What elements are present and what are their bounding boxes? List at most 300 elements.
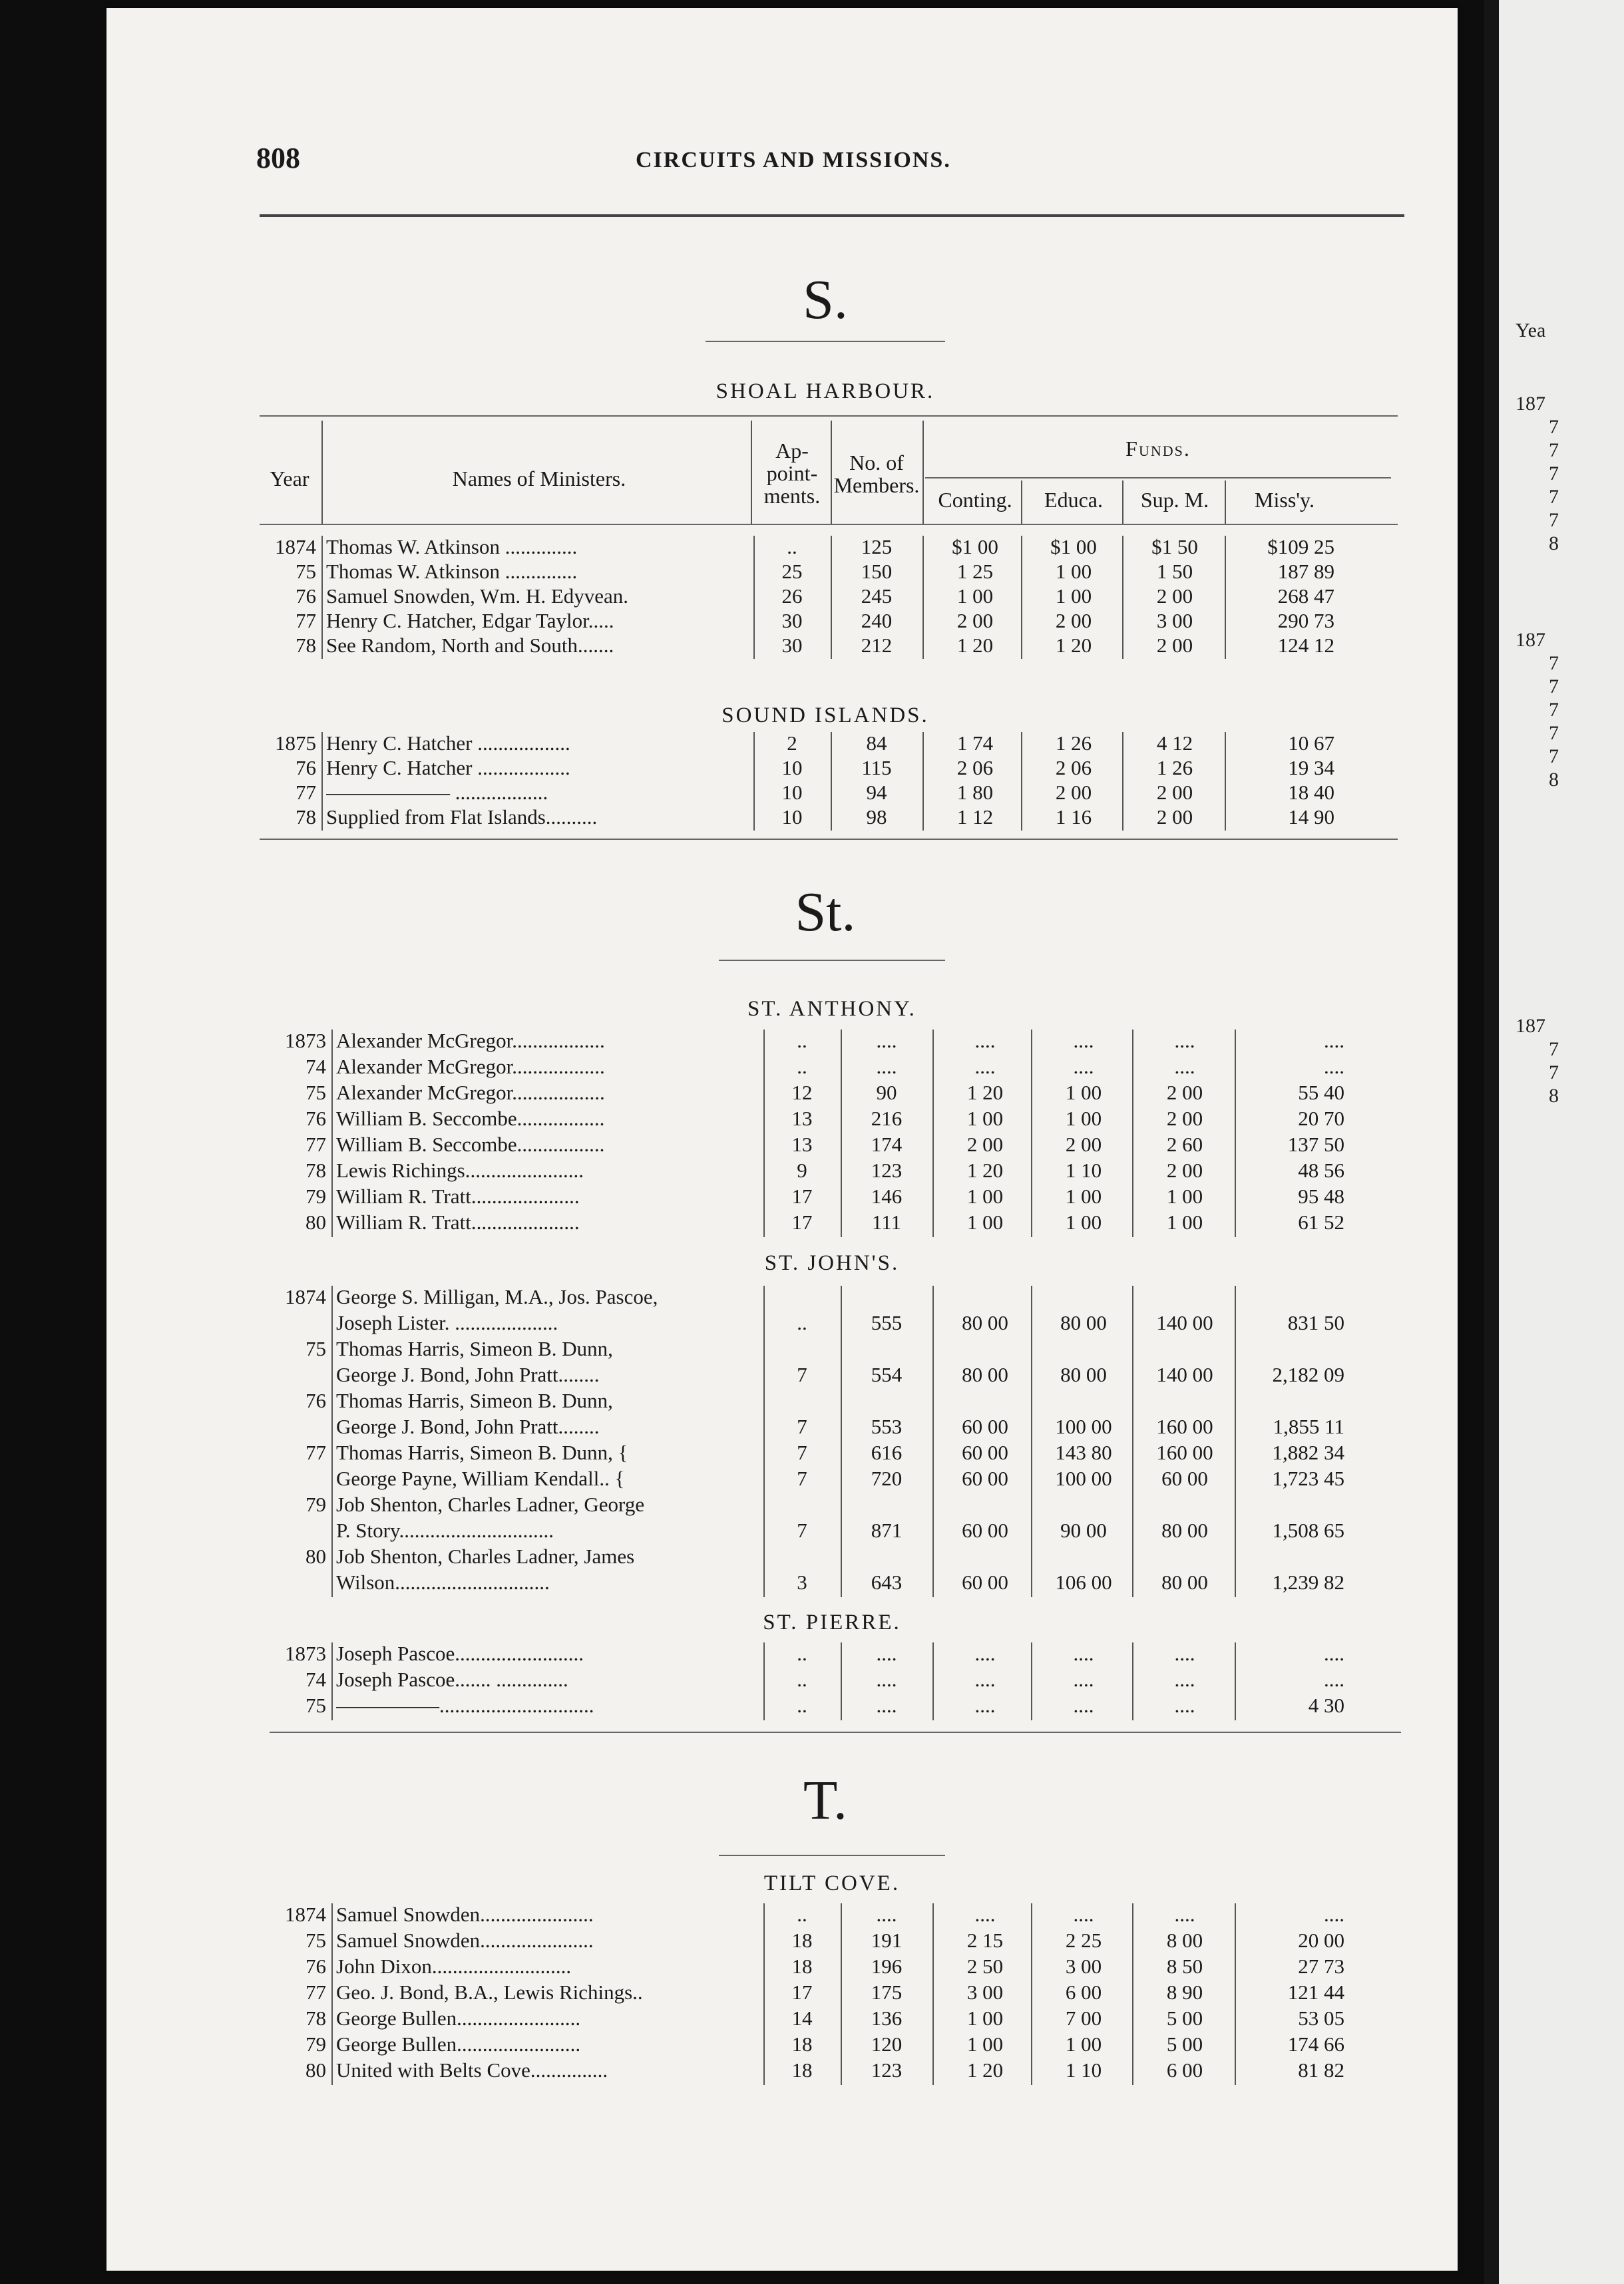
cell-members: 175 xyxy=(871,1981,903,2004)
column-divider xyxy=(932,1903,934,2085)
cell-missionary: 1,239 82 xyxy=(1272,1571,1344,1594)
cell-minister-names: Lewis Richings....................... xyxy=(336,1159,584,1182)
section-end-rule xyxy=(270,1732,1401,1733)
cell-appointments: 7 xyxy=(797,1415,807,1438)
cell-appointments: .. xyxy=(797,1668,807,1691)
table-row xyxy=(260,634,1391,657)
cell-contingent: 1 25 xyxy=(956,560,994,583)
adjacent-page-fragment: 7 xyxy=(1549,1061,1559,1083)
adjacent-page-fragment: 7 xyxy=(1549,722,1559,744)
cell-minister-names: Wilson.............................. xyxy=(336,1571,550,1594)
cell-education: 2 06 xyxy=(1055,756,1092,779)
cell-appointments: 18 xyxy=(791,1929,813,1952)
cell-education: 3 00 xyxy=(1065,1955,1102,1978)
cell-minister-names: Alexander McGregor.................. xyxy=(336,1081,605,1104)
cell-superannuation: 2 00 xyxy=(1156,781,1193,804)
cell-minister-names: Geo. J. Bond, B.A., Lewis Richings.. xyxy=(336,1981,643,2004)
adjacent-page-fragment: 7 xyxy=(1549,439,1559,461)
column-divider xyxy=(1132,1286,1133,1597)
cell-minister-names: Alexander McGregor.................. xyxy=(336,1055,605,1078)
cell-appointments: .. xyxy=(797,1694,807,1717)
cell-superannuation: 160 00 xyxy=(1156,1441,1213,1464)
cell-contingent: 60 00 xyxy=(962,1441,1008,1464)
cell-year: 1875 xyxy=(275,731,316,755)
cell-appointments: 13 xyxy=(791,1133,813,1156)
header-bottom-rule xyxy=(260,524,1398,525)
cell-superannuation: 5 00 xyxy=(1166,2006,1203,2030)
table-row xyxy=(260,536,1391,558)
table-row xyxy=(270,1545,1401,1568)
circuit-title-sound-islands: SOUND ISLANDS. xyxy=(721,703,929,727)
cell-contingent: 2 00 xyxy=(956,609,994,632)
cell-minister-names: George J. Bond, John Pratt........ xyxy=(336,1416,600,1438)
cell-education: .... xyxy=(1073,1055,1094,1078)
column-divider xyxy=(1122,732,1123,831)
cell-year: 77 xyxy=(305,1441,326,1464)
circuit-title-tilt-cove: TILT COVE. xyxy=(763,1871,901,1895)
adjacent-page-fragment: 8 xyxy=(1549,532,1559,554)
cell-superannuation: 140 00 xyxy=(1156,1311,1213,1334)
cell-contingent: .... xyxy=(974,1055,996,1078)
adjacent-page-fragment: 7 xyxy=(1549,486,1559,508)
cell-superannuation: 4 12 xyxy=(1156,731,1193,755)
cell-missionary: 290 73 xyxy=(1277,609,1334,632)
cell-appointments: 10 xyxy=(781,756,803,779)
section-end-rule xyxy=(260,839,1398,840)
cell-minister-names: Samuel Snowden, Wm. H. Edyvean. xyxy=(326,585,629,608)
cell-year: 76 xyxy=(305,1955,326,1978)
cell-appointments: .. xyxy=(797,1903,807,1926)
col-contingent-header: Conting. xyxy=(938,488,1012,512)
cell-minister-names: Job Shenton, Charles Ladner, George xyxy=(336,1493,645,1516)
cell-education: 1 10 xyxy=(1065,2058,1102,2082)
cell-members: 216 xyxy=(871,1107,903,1130)
cell-education: 1 00 xyxy=(1065,1107,1102,1130)
cell-contingent: .... xyxy=(974,1694,996,1717)
table-row xyxy=(260,585,1391,608)
cell-appointments: 10 xyxy=(781,781,803,804)
table-row xyxy=(270,1493,1401,1516)
column-divider xyxy=(1132,1903,1133,2085)
cell-year: 1873 xyxy=(285,1029,326,1052)
cell-year: 74 xyxy=(305,1055,326,1078)
cell-minister-names: John Dixon........................... xyxy=(336,1955,572,1978)
cell-minister-names: William B. Seccombe................. xyxy=(336,1107,605,1130)
cell-minister-names: Joseph Lister. .................... xyxy=(336,1312,558,1334)
cell-missionary: .... xyxy=(1324,1642,1344,1665)
col-superannuation-header: Sup. M. xyxy=(1140,488,1209,512)
table-row xyxy=(270,2033,1401,2056)
cell-appointments: 30 xyxy=(781,609,803,632)
adjacent-page-fragment: 8 xyxy=(1549,1085,1559,1107)
cell-members: .... xyxy=(876,1668,897,1691)
column-divider xyxy=(1021,536,1022,659)
adjacent-page-fragment: 7 xyxy=(1549,652,1559,674)
table-row xyxy=(270,1364,1401,1386)
cell-missionary: 187 89 xyxy=(1277,560,1334,583)
cell-minister-names: Thomas Harris, Simeon B. Dunn, { xyxy=(336,1441,628,1464)
cell-missionary: 137 50 xyxy=(1287,1133,1344,1156)
table-row xyxy=(260,560,1391,583)
table-row xyxy=(270,1642,1401,1665)
table-row xyxy=(270,1981,1401,2004)
cell-education: 1 20 xyxy=(1055,634,1092,657)
cell-minister-names: Joseph Pascoe......................... xyxy=(336,1642,584,1665)
adjacent-page-fragment: 7 xyxy=(1549,463,1559,484)
cell-year: 1874 xyxy=(285,1285,326,1308)
cell-superannuation: 8 50 xyxy=(1166,1955,1203,1978)
section-letter-s: S. xyxy=(803,269,848,331)
cell-education: .... xyxy=(1073,1694,1094,1717)
column-divider xyxy=(1021,732,1022,831)
cell-members: 212 xyxy=(861,634,893,657)
table-row xyxy=(270,1668,1401,1691)
cell-education: 1 10 xyxy=(1065,1159,1102,1182)
cell-education: 1 00 xyxy=(1065,1081,1102,1104)
cell-members: 84 xyxy=(866,731,887,755)
cell-superannuation: .... xyxy=(1174,1903,1195,1926)
adjacent-page-fragment: 187 xyxy=(1516,1015,1545,1037)
cell-appointments: 14 xyxy=(791,2006,813,2030)
cell-contingent: 1 00 xyxy=(966,2006,1004,2030)
cell-superannuation: 5 00 xyxy=(1166,2032,1203,2056)
cell-year: 78 xyxy=(296,805,316,829)
table-row xyxy=(260,610,1391,632)
cell-contingent: .... xyxy=(974,1029,996,1052)
cell-contingent: $1 00 xyxy=(952,535,998,558)
col-names-header: Names of Ministers. xyxy=(452,467,626,490)
cell-superannuation: 8 00 xyxy=(1166,1929,1203,1952)
cell-year: 76 xyxy=(296,584,316,608)
table-row xyxy=(270,1519,1401,1542)
column-divider xyxy=(841,1286,842,1597)
cell-superannuation: 2 00 xyxy=(1166,1081,1203,1104)
cell-education: 2 00 xyxy=(1055,609,1092,632)
page xyxy=(106,8,1458,2271)
cell-minister-names: Samuel Snowden...................... xyxy=(336,1903,594,1926)
column-divider xyxy=(763,1642,765,1720)
cell-members: 98 xyxy=(866,805,887,829)
adjacent-page-fragment: 7 xyxy=(1549,675,1559,697)
cell-appointments: 12 xyxy=(791,1081,813,1104)
table-row xyxy=(270,1441,1401,1464)
cell-missionary: .... xyxy=(1324,1903,1344,1926)
adjacent-page-fragment: 7 xyxy=(1549,699,1559,721)
cell-year: 1873 xyxy=(285,1642,326,1665)
cell-members: 90 xyxy=(876,1081,897,1104)
cell-superannuation: 6 00 xyxy=(1166,2058,1203,2082)
cell-education: 2 00 xyxy=(1065,1133,1102,1156)
cell-education: 80 00 xyxy=(1060,1363,1107,1386)
cell-minister-names: See Random, North and South....... xyxy=(326,634,614,657)
column-divider xyxy=(1031,1286,1032,1597)
cell-year: 76 xyxy=(305,1389,326,1412)
cell-contingent: 60 00 xyxy=(962,1519,1008,1542)
cell-members: 120 xyxy=(871,2032,903,2056)
col-funds-header: Funds. xyxy=(1125,437,1191,461)
cell-appointments: 7 xyxy=(797,1363,807,1386)
cell-contingent: 1 00 xyxy=(966,2032,1004,2056)
column-divider xyxy=(331,1642,333,1720)
column-divider xyxy=(831,536,832,659)
cell-members: 554 xyxy=(871,1363,903,1386)
cell-contingent: 1 80 xyxy=(956,781,994,804)
table-row xyxy=(270,1903,1401,1926)
circuit-title-st-pierre: ST. PIERRE. xyxy=(763,1611,901,1634)
cell-year: 80 xyxy=(305,2058,326,2082)
column-divider xyxy=(1132,1030,1133,1237)
cell-year: 75 xyxy=(296,560,316,583)
cell-members: .... xyxy=(876,1694,897,1717)
cell-members: .... xyxy=(876,1903,897,1926)
cell-superannuation: .... xyxy=(1174,1642,1195,1665)
table-row xyxy=(270,1185,1401,1208)
circuit-title-shoal-harbour: SHOAL HARBOUR. xyxy=(715,379,935,403)
cell-missionary: .... xyxy=(1324,1668,1344,1691)
cell-minister-names: George Bullen........................ xyxy=(336,2007,581,2030)
cell-missionary: 1,723 45 xyxy=(1272,1467,1344,1490)
cell-members: 123 xyxy=(871,2058,903,2082)
cell-members: .... xyxy=(876,1642,897,1665)
adjacent-page-fragment: 7 xyxy=(1549,745,1559,767)
cell-members: 123 xyxy=(871,1159,903,1182)
cell-superannuation: 1 00 xyxy=(1166,1211,1203,1234)
circuit-title-st-johns: ST. JOHN'S. xyxy=(764,1251,900,1275)
cell-superannuation: .... xyxy=(1174,1055,1195,1078)
cell-missionary: 1,508 65 xyxy=(1272,1519,1344,1542)
cell-minister-names: Henry C. Hatcher, Edgar Taylor..... xyxy=(326,610,614,632)
column-divider xyxy=(1031,1030,1032,1237)
funds-rule xyxy=(925,477,1391,478)
cell-year: 1874 xyxy=(275,535,316,558)
cell-members: 553 xyxy=(871,1415,903,1438)
cell-superannuation: 2 00 xyxy=(1156,805,1193,829)
cell-minister-names: Thomas W. Atkinson .............. xyxy=(326,560,578,583)
cell-education: 6 00 xyxy=(1065,1981,1102,2004)
header-divider xyxy=(1122,480,1123,524)
cell-minister-names: Thomas Harris, Simeon B. Dunn, xyxy=(336,1390,613,1412)
column-divider xyxy=(922,732,924,831)
cell-superannuation: 80 00 xyxy=(1161,1519,1208,1542)
cell-contingent: 60 00 xyxy=(962,1415,1008,1438)
page-number: 808 xyxy=(256,142,300,174)
cell-missionary: 831 50 xyxy=(1287,1311,1344,1334)
cell-contingent: 1 20 xyxy=(956,634,994,657)
cell-members: 616 xyxy=(871,1441,903,1464)
cell-minister-names: George Payne, William Kendall.. { xyxy=(336,1467,625,1490)
table-row xyxy=(260,757,1391,779)
col-members-header: No. of Members. xyxy=(833,451,920,497)
cell-year: 76 xyxy=(296,756,316,779)
cell-year: 79 xyxy=(305,1185,326,1208)
cell-education: 1 00 xyxy=(1065,1211,1102,1234)
cell-minister-names: Joseph Pascoe....... .............. xyxy=(336,1668,568,1691)
cell-year: 77 xyxy=(305,1981,326,2004)
cell-minister-names: Job Shenton, Charles Ladner, James xyxy=(336,1545,635,1568)
cell-appointments: 30 xyxy=(781,634,803,657)
cell-education: 143 80 xyxy=(1055,1441,1112,1464)
cell-minister-names: Samuel Snowden...................... xyxy=(336,1929,594,1952)
cell-superannuation: 1 26 xyxy=(1156,756,1193,779)
table-row xyxy=(270,1133,1401,1156)
cell-missionary: 2,182 09 xyxy=(1272,1363,1344,1386)
cell-contingent: .... xyxy=(974,1903,996,1926)
cell-contingent: 1 00 xyxy=(966,1211,1004,1234)
column-divider xyxy=(841,1642,842,1720)
cell-appointments: 7 xyxy=(797,1519,807,1542)
column-divider xyxy=(1225,536,1226,659)
column-divider xyxy=(841,1030,842,1237)
cell-minister-names: George S. Milligan, M.A., Jos. Pascoe, xyxy=(336,1286,658,1308)
cell-appointments: 18 xyxy=(791,2058,813,2082)
running-title: CIRCUITS AND MISSIONS. xyxy=(636,148,951,172)
table-row xyxy=(270,1312,1401,1334)
cell-minister-names: —————— .................. xyxy=(326,781,548,804)
cell-members: 555 xyxy=(871,1311,903,1334)
cell-year: 79 xyxy=(305,2032,326,2056)
cell-contingent: 1 00 xyxy=(956,584,994,608)
cell-education: 106 00 xyxy=(1055,1571,1112,1594)
cell-contingent: 2 15 xyxy=(966,1929,1004,1952)
table-row xyxy=(270,1416,1401,1438)
cell-appointments: .. xyxy=(787,535,797,558)
cell-superannuation: 1 50 xyxy=(1156,560,1193,583)
cell-education: 1 00 xyxy=(1065,1185,1102,1208)
cell-education: 100 00 xyxy=(1055,1415,1112,1438)
cell-missionary: .... xyxy=(1324,1055,1344,1078)
cell-education: 1 00 xyxy=(1055,584,1092,608)
cell-contingent: 80 00 xyxy=(962,1311,1008,1334)
cell-education: .... xyxy=(1073,1642,1094,1665)
column-divider xyxy=(841,1903,842,2085)
cell-contingent: .... xyxy=(974,1668,996,1691)
cell-education: $1 00 xyxy=(1050,535,1097,558)
cell-missionary: 1,882 34 xyxy=(1272,1441,1344,1464)
cell-superannuation: 160 00 xyxy=(1156,1415,1213,1438)
circuit-title-st-anthony: ST. ANTHONY. xyxy=(747,997,916,1021)
cell-contingent: 1 12 xyxy=(956,805,994,829)
cell-missionary: 20 00 xyxy=(1298,1929,1344,1952)
section-rule xyxy=(706,341,945,342)
cell-missionary: 174 66 xyxy=(1287,2032,1344,2056)
cell-minister-names: Alexander McGregor.................. xyxy=(336,1030,605,1052)
column-divider xyxy=(1235,1642,1236,1720)
table-row xyxy=(270,1211,1401,1234)
column-divider xyxy=(331,1286,333,1597)
cell-superannuation: 140 00 xyxy=(1156,1363,1213,1386)
cell-missionary: 121 44 xyxy=(1287,1981,1344,2004)
cell-education: 100 00 xyxy=(1055,1467,1112,1490)
cell-year: 75 xyxy=(305,1929,326,1952)
cell-appointments: 13 xyxy=(791,1107,813,1130)
cell-superannuation: 8 90 xyxy=(1166,1981,1203,2004)
cell-contingent: 2 00 xyxy=(966,1133,1004,1156)
table-row xyxy=(270,1571,1401,1594)
col-education-header: Educa. xyxy=(1044,488,1103,512)
cell-education: 2 00 xyxy=(1055,781,1092,804)
column-divider xyxy=(932,1030,934,1237)
cell-missionary: 18 40 xyxy=(1288,781,1334,804)
cell-minister-names: P. Story.............................. xyxy=(336,1519,554,1542)
cell-appointments: 18 xyxy=(791,2032,813,2056)
adjacent-page-fragment: 187 xyxy=(1516,629,1545,651)
cell-members: 245 xyxy=(861,584,893,608)
cell-missionary: 1,855 11 xyxy=(1273,1415,1344,1438)
cell-year: 1874 xyxy=(285,1903,326,1926)
cell-education: 90 00 xyxy=(1060,1519,1107,1542)
cell-education: .... xyxy=(1073,1029,1094,1052)
cell-contingent: 1 74 xyxy=(956,731,994,755)
column-divider xyxy=(922,536,924,659)
cell-year: 77 xyxy=(296,781,316,804)
table-top-rule xyxy=(260,415,1398,417)
cell-members: .... xyxy=(876,1029,897,1052)
table-row xyxy=(270,1694,1401,1717)
cell-year: 78 xyxy=(305,2006,326,2030)
cell-appointments: 17 xyxy=(791,1185,813,1208)
cell-contingent: 60 00 xyxy=(962,1571,1008,1594)
cell-year: 75 xyxy=(305,1337,326,1360)
table-row xyxy=(270,1030,1401,1052)
cell-superannuation: 2 00 xyxy=(1156,584,1193,608)
cell-minister-names: United with Belts Cove............... xyxy=(336,2059,608,2082)
cell-missionary: .... xyxy=(1324,1029,1344,1052)
column-divider xyxy=(1132,1642,1133,1720)
cell-education: 1 16 xyxy=(1055,805,1092,829)
column-divider xyxy=(331,1030,333,1237)
cell-minister-names: William B. Seccombe................. xyxy=(336,1133,605,1156)
cell-superannuation: 2 00 xyxy=(1166,1159,1203,1182)
cell-appointments: 26 xyxy=(781,584,803,608)
cell-members: 125 xyxy=(861,535,893,558)
cell-appointments: 10 xyxy=(781,805,803,829)
cell-appointments: .. xyxy=(797,1055,807,1078)
cell-education: .... xyxy=(1073,1668,1094,1691)
column-divider xyxy=(932,1286,934,1597)
header-divider xyxy=(831,421,832,524)
cell-members: 191 xyxy=(871,1929,903,1952)
header-divider xyxy=(321,421,323,524)
column-divider xyxy=(763,1030,765,1237)
column-divider xyxy=(763,1286,765,1597)
cell-appointments: 2 xyxy=(787,731,797,755)
cell-contingent: 3 00 xyxy=(966,1981,1004,2004)
header-divider xyxy=(922,421,924,524)
cell-minister-names: Henry C. Hatcher .................. xyxy=(326,732,570,755)
section-rule xyxy=(719,960,945,961)
cell-superannuation: 60 00 xyxy=(1161,1467,1208,1490)
cell-members: 196 xyxy=(871,1955,903,1978)
cell-minister-names: —————.............................. xyxy=(336,1694,594,1717)
column-divider xyxy=(753,536,755,659)
cell-members: 240 xyxy=(861,609,893,632)
cell-missionary: 48 56 xyxy=(1298,1159,1344,1182)
adjacent-page-fragment: 7 xyxy=(1549,509,1559,531)
cell-appointments: .. xyxy=(797,1029,807,1052)
cell-missionary: 19 34 xyxy=(1288,756,1334,779)
cell-missionary: 53 05 xyxy=(1298,2006,1344,2030)
cell-superannuation: .... xyxy=(1174,1694,1195,1717)
column-divider xyxy=(831,732,832,831)
cell-appointments: 7 xyxy=(797,1441,807,1464)
column-divider xyxy=(932,1642,934,1720)
cell-minister-names: William R. Tratt..................... xyxy=(336,1211,580,1234)
adjacent-page-fragment: 7 xyxy=(1549,1038,1559,1060)
cell-education: 1 00 xyxy=(1065,2032,1102,2056)
cell-missionary: 27 73 xyxy=(1298,1955,1344,1978)
cell-year: 74 xyxy=(305,1668,326,1691)
column-divider xyxy=(753,732,755,831)
